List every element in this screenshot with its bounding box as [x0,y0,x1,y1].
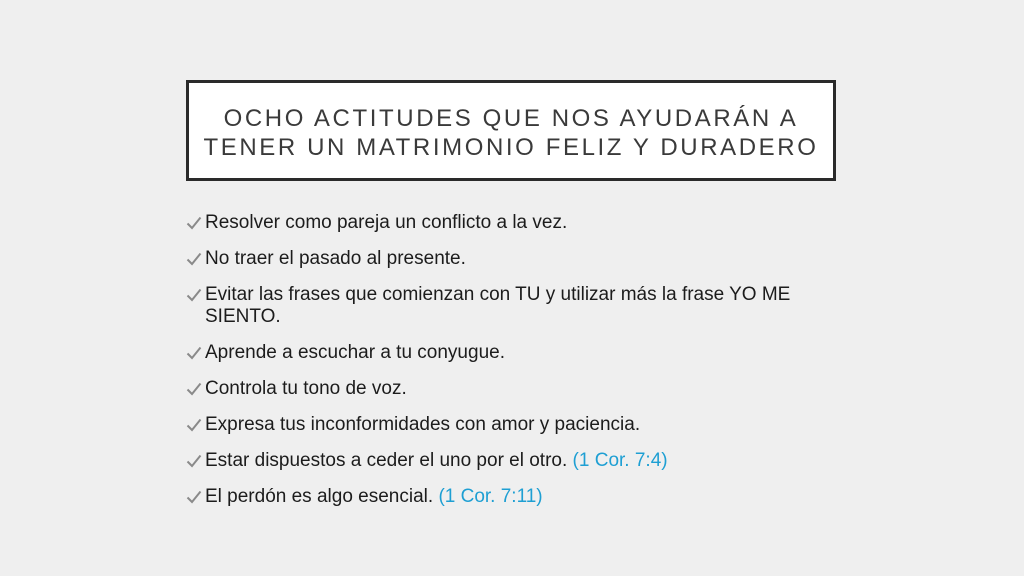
check-icon [186,418,202,432]
bullet-text: Aprende a escuchar a tu conyugue. [205,342,505,363]
check-icon [186,288,202,302]
list-item [186,248,826,270]
check-icon [186,454,202,468]
list-item [186,342,826,364]
bullet-text: Evitar las frases que comienzan con TU y utilizar más la frase YO ME SIENTO. [205,284,791,327]
bullet-text: Controla tu tono de voz. [205,378,407,399]
bible-reference: (1 Cor. 7:4) [572,450,668,471]
list-item [186,284,826,328]
list-item [186,378,826,400]
bullet-text: No traer el pasado al presente. [205,248,466,269]
bullet-text: Expresa tus inconformidades con amor y paciencia. [205,414,641,435]
check-icon [186,346,202,360]
check-icon [186,216,202,230]
bullet-text: Resolver como pareja un conflicto a la vez. [205,212,568,233]
check-icon [186,252,202,266]
check-icon [186,382,202,396]
list-item [186,486,826,508]
title-line-2: TENER UN MATRIMONIO FELIZ Y DURADERO [203,133,819,161]
bullet-list [186,212,826,522]
bible-reference: (1 Cor. 7:11) [438,486,543,507]
page-title [204,100,819,162]
list-item [186,414,826,436]
check-icon [186,490,202,504]
bullet-text: El perdón es algo esencial. [205,486,439,507]
title-box [186,80,836,181]
title-line-1: OCHO ACTITUDES QUE NOS AYUDARÁN A [223,104,799,132]
list-item [186,212,826,234]
bullet-text: Estar dispuestos a ceder el uno por el otro. [205,450,573,471]
list-item [186,450,826,472]
